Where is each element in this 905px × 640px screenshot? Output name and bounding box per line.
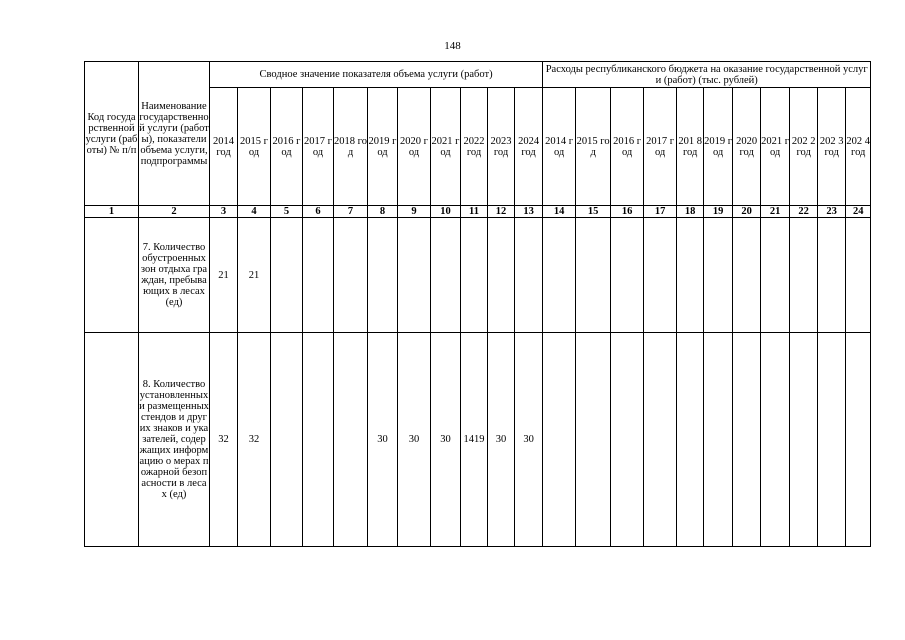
column-number: 14 <box>543 206 576 218</box>
column-number: 8 <box>368 206 398 218</box>
expense-year-header: 2017 год <box>644 88 677 206</box>
column-number: 4 <box>238 206 271 218</box>
volume-value <box>398 218 431 333</box>
column-number: 18 <box>677 206 704 218</box>
expense-value <box>576 218 611 333</box>
row-code <box>85 218 139 333</box>
table-row <box>85 333 871 547</box>
column-number: 6 <box>303 206 334 218</box>
column-number: 9 <box>398 206 431 218</box>
volume-value: 30 <box>398 333 431 547</box>
column-number: 5 <box>271 206 303 218</box>
volume-value: 1419 <box>461 333 488 547</box>
volume-value <box>431 218 461 333</box>
volume-value: 21 <box>210 218 238 333</box>
column-number: 3 <box>210 206 238 218</box>
expense-value <box>761 333 790 547</box>
column-number: 7 <box>334 206 368 218</box>
expense-value <box>733 218 761 333</box>
expense-value <box>543 333 576 547</box>
volume-value <box>271 333 303 547</box>
expense-year-header: 2014 год <box>543 88 576 206</box>
volume-value <box>334 333 368 547</box>
expense-year-header: 2019 год <box>704 88 733 206</box>
expense-value <box>733 333 761 547</box>
budget-table <box>84 61 871 547</box>
column-number: 1 <box>85 206 139 218</box>
column-number-row <box>85 206 871 218</box>
column-number: 21 <box>761 206 790 218</box>
expense-value <box>543 218 576 333</box>
expense-year-header: 202 2 год <box>790 88 818 206</box>
column-number: 2 <box>139 206 210 218</box>
volume-year-header: 2016 год <box>271 88 303 206</box>
expense-value <box>761 218 790 333</box>
volume-value: 21 <box>238 218 271 333</box>
volume-value: 30 <box>515 333 543 547</box>
row-indicator-name: 8. Количество установленных и размещенных стендов и других знаков и указателей, содержащих информацию о мерах пожарной безопасности в лесах (ед) <box>139 333 210 547</box>
expense-value <box>818 333 846 547</box>
expense-year-header: 2020 год <box>733 88 761 206</box>
expense-value <box>846 333 871 547</box>
column-number: 19 <box>704 206 733 218</box>
column-number: 17 <box>644 206 677 218</box>
expense-year-header: 201 8 год <box>677 88 704 206</box>
expense-value <box>704 218 733 333</box>
expense-year-header: 2015 год <box>576 88 611 206</box>
row-indicator-name: 7. Количество обустроенных зон отдыха граждан, пребывающих в лесах (ед) <box>139 218 210 333</box>
expense-value <box>790 333 818 547</box>
expense-year-header: 2016 год <box>611 88 644 206</box>
volume-value <box>303 218 334 333</box>
volume-value <box>271 218 303 333</box>
volume-year-header: 2018 год <box>334 88 368 206</box>
volume-value <box>461 218 488 333</box>
volume-value: 30 <box>488 333 515 547</box>
expense-year-header: 2021 год <box>761 88 790 206</box>
row-code <box>85 333 139 547</box>
name-header: Наименование государственной услуги (работы), показатели объема услуги, подпрограммы <box>139 62 210 206</box>
volume-group-header: Сводное значение показателя объема услуги (работ) <box>210 62 543 88</box>
page-number: 148 <box>444 40 461 52</box>
column-number: 15 <box>576 206 611 218</box>
code-header: Код государственной услуги (работы) № п/п <box>85 62 139 206</box>
volume-year-header: 2017 год <box>303 88 334 206</box>
volume-value <box>368 218 398 333</box>
expense-value <box>704 333 733 547</box>
table-row <box>85 218 871 333</box>
expense-year-header: 202 3 год <box>818 88 846 206</box>
column-number: 20 <box>733 206 761 218</box>
column-number: 13 <box>515 206 543 218</box>
column-number: 22 <box>790 206 818 218</box>
expense-value <box>846 218 871 333</box>
expense-value <box>576 333 611 547</box>
volume-value <box>488 218 515 333</box>
expense-value <box>677 333 704 547</box>
expense-value <box>790 218 818 333</box>
volume-value: 32 <box>238 333 271 547</box>
expense-year-header: 202 4 год <box>846 88 871 206</box>
volume-value <box>334 218 368 333</box>
column-number: 12 <box>488 206 515 218</box>
expense-value <box>611 218 644 333</box>
volume-year-header: 2019 год <box>368 88 398 206</box>
expense-group-header: Расходы республиканского бюджета на оказание государственной услуги (работ) (тыс. рублей) <box>543 62 871 88</box>
volume-year-header: 2021 год <box>431 88 461 206</box>
volume-year-header: 2022 год <box>461 88 488 206</box>
header-row-groups <box>85 62 871 88</box>
expense-value <box>644 333 677 547</box>
volume-year-header: 2020 год <box>398 88 431 206</box>
volume-year-header: 2015 год <box>238 88 271 206</box>
column-number: 10 <box>431 206 461 218</box>
expense-value <box>818 218 846 333</box>
column-number: 23 <box>818 206 846 218</box>
volume-value: 30 <box>431 333 461 547</box>
expense-value <box>677 218 704 333</box>
expense-value <box>611 333 644 547</box>
column-number: 16 <box>611 206 644 218</box>
volume-value <box>303 333 334 547</box>
expense-value <box>644 218 677 333</box>
column-number: 24 <box>846 206 871 218</box>
volume-year-header: 2023 год <box>488 88 515 206</box>
volume-value <box>515 218 543 333</box>
volume-year-header: 2024 год <box>515 88 543 206</box>
volume-year-header: 2014 год <box>210 88 238 206</box>
volume-value: 32 <box>210 333 238 547</box>
volume-value: 30 <box>368 333 398 547</box>
column-number: 11 <box>461 206 488 218</box>
